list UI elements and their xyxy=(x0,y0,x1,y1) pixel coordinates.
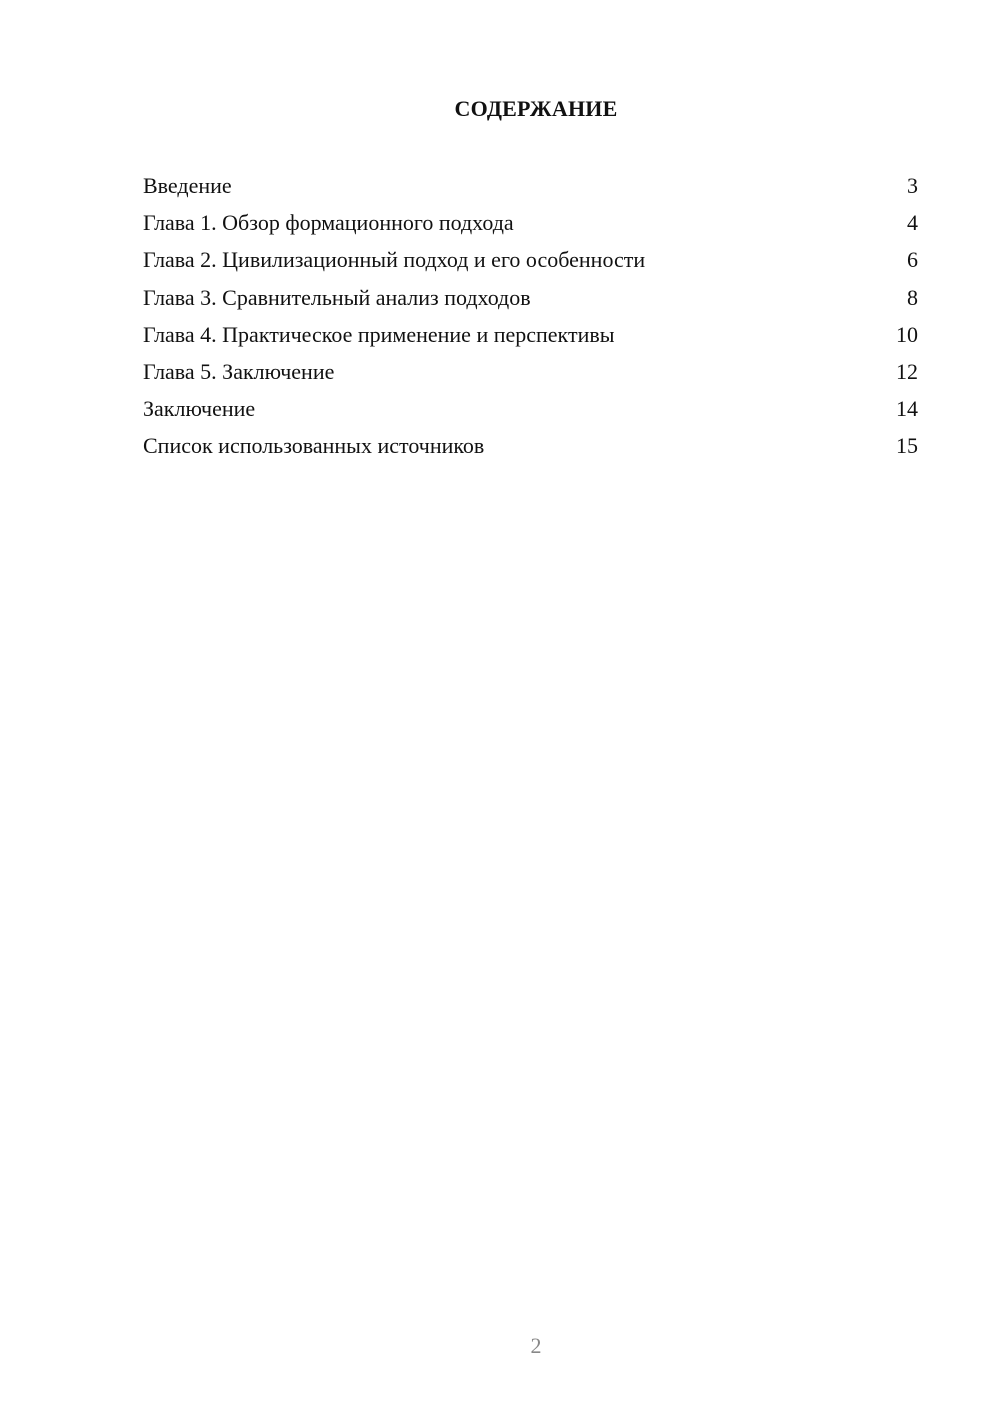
toc-entry-label: Глава 5. Заключение xyxy=(143,358,335,384)
toc-entry-label: Глава 3. Сравнительный анализ подходов xyxy=(143,284,531,310)
toc-entry-page-number: 12 xyxy=(896,358,918,384)
toc-entry-page-number: 14 xyxy=(896,396,918,422)
toc-entry-page-number: 3 xyxy=(907,173,918,198)
toc-entry-chapter-5[interactable] xyxy=(143,353,918,390)
toc-entry-chapter-3[interactable] xyxy=(143,279,918,316)
toc-entry-label: Введение xyxy=(143,173,232,198)
table-of-contents xyxy=(143,167,918,465)
toc-entry-page-number: 6 xyxy=(907,247,918,273)
toc-entry-label: Глава 4. Практическое применение и перспективы xyxy=(143,321,615,347)
toc-entry-page-number: 10 xyxy=(896,321,918,347)
toc-entry-label: Заключение xyxy=(143,396,256,422)
toc-entry-chapter-1[interactable] xyxy=(143,204,918,241)
toc-entry-page-number: 8 xyxy=(907,284,918,310)
toc-entry-page-number: 15 xyxy=(896,433,918,459)
toc-entry-label: Глава 2. Цивилизационный подход и его особенности xyxy=(143,247,646,273)
toc-entry-label: Список использованных источников xyxy=(143,433,485,459)
toc-entry-chapter-2[interactable] xyxy=(143,241,918,278)
toc-entry-conclusion[interactable] xyxy=(143,390,918,427)
toc-title: СОДЕРЖАНИЕ xyxy=(454,96,618,121)
toc-entry-label: Глава 1. Обзор формационного подхода xyxy=(143,210,514,236)
toc-entry-page-number: 4 xyxy=(907,210,918,236)
page-number: 2 xyxy=(530,1333,542,1358)
toc-entry-chapter-4[interactable] xyxy=(143,316,918,353)
toc-entry-references[interactable] xyxy=(143,427,918,464)
toc-entry-introduction[interactable] xyxy=(143,167,918,204)
